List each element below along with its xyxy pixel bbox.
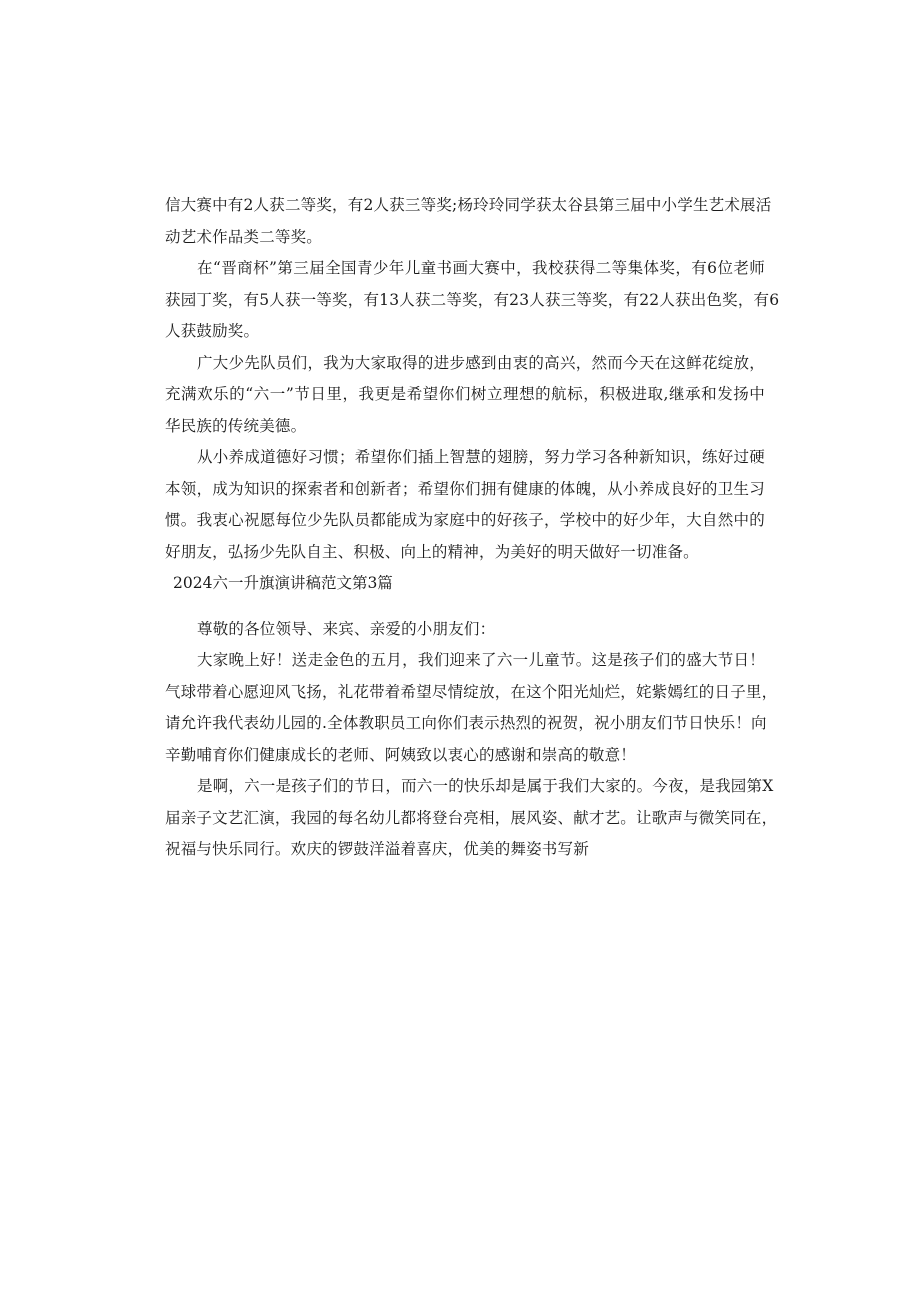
text-line: 信大赛中有2人获二等奖，有2人获三等奖;杨玲玲同学获太谷县第三届中小学生艺术展活	[165, 196, 772, 214]
text-line: 气球带着心愿迎风飞扬，礼花带着希望尽情绽放，在这个阳光灿烂，姹紫嫣红的日子里，	[165, 682, 778, 701]
text-line: 获园丁奖，有5人获一等奖，有13人获二等奖，有23人获三等奖，有22人获出色奖，有6	[165, 290, 780, 309]
text-line: 动艺术作品类二等奖。	[165, 227, 323, 246]
paragraph-greeting	[165, 645, 778, 771]
text-line: 华民族的传统美德。	[165, 416, 307, 435]
section-title: 2024六一升旗演讲稿范文第3篇	[173, 574, 393, 592]
paragraph-good-habits	[165, 442, 765, 568]
text-line: 请允许我代表幼儿园的.全体教职员工向你们表示热烈的祝贺，祝小朋友们节日快乐！向	[165, 714, 767, 732]
text-line: 尊敬的各位领导、来宾、亲爱的小朋友们：	[197, 619, 496, 638]
text-line: 辛勤哺育你们健康成长的老师、阿姨致以衷心的感谢和崇高的敬意！	[165, 745, 637, 764]
text-line: 是啊，六一是孩子们的节日，而六一的快乐却是属于我们大家的。今夜，是我园第X	[197, 777, 774, 795]
paragraph-address-pioneers	[165, 348, 765, 443]
text-line: 充满欢乐的“六一”节日里，我更是希望你们树立理想的航标，积极进取,继承和发扬中	[165, 385, 765, 403]
text-line: 好朋友，弘扬少先队自主、积极、向上的精神，为美好的明天做好一切准备。	[165, 542, 699, 561]
paragraph-awards-continued	[165, 190, 772, 253]
text-line: 惯。我衷心祝愿每位少先队员都能成为家庭中的好孩子，学校中的好少年，大自然中的	[165, 511, 765, 529]
text-line: 祝福与快乐同行。欢庆的锣鼓洋溢着喜庆，优美的舞姿书写新	[165, 840, 589, 858]
paragraph-salutation	[165, 614, 765, 646]
text-line: 在“晋商杯”第三届全国青少年儿童书画大赛中，我校获得二等集体奖，有6位老师	[197, 259, 765, 277]
text-line: 广大少先队员们，我为大家取得的进步感到由衷的高兴，然而今天在这鲜花绽放，	[197, 353, 765, 372]
text-line: 本领，成为知识的探索者和创新者；希望你们拥有健康的体魄，从小养成良好的卫生习	[165, 479, 765, 498]
text-line: 届亲子文艺汇演，我园的每名幼儿都将登台亮相，展风姿、献才艺。让歌声与微笑同在，	[165, 808, 778, 827]
text-line: 从小养成道德好习惯；希望你们插上智慧的翅膀，努力学习各种新知识，练好过硬	[197, 448, 765, 466]
paragraph-performance	[165, 771, 778, 866]
text-line: 大家晚上好！送走金色的五月，我们迎来了六一儿童节。这是孩子们的盛大节日！	[197, 651, 765, 669]
document-page	[165, 190, 780, 866]
paragraph-calligraphy-awards	[165, 253, 780, 348]
text-line: 人获鼓励奖。	[165, 322, 260, 340]
